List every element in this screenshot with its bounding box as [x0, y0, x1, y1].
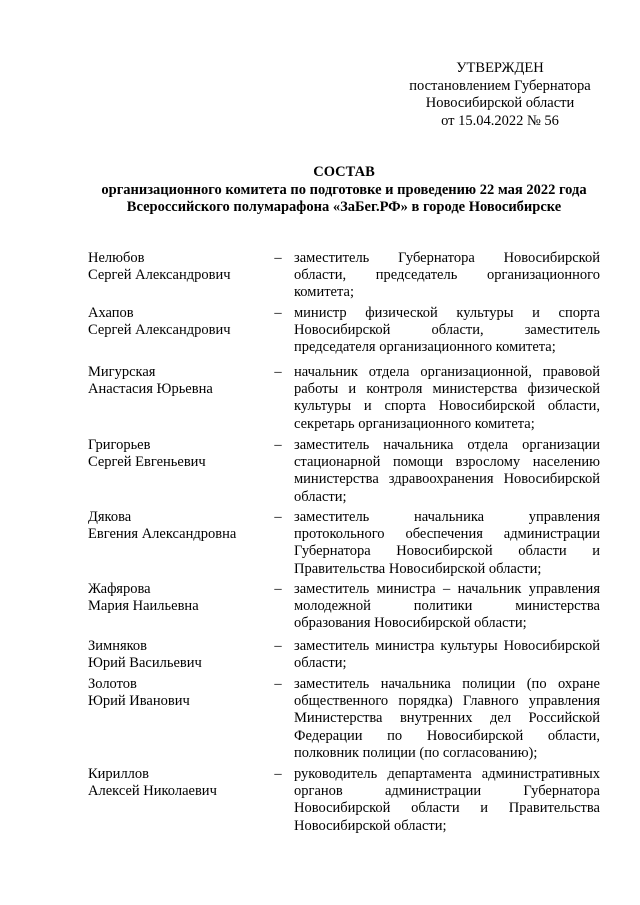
approval-date-number: от 15.04.2022 № 56 — [441, 112, 559, 129]
member-role: заместитель министра культуры Новосибирской области; — [294, 638, 600, 672]
member-name — [88, 766, 262, 838]
member-row — [88, 509, 600, 581]
document-title — [60, 164, 628, 217]
member-role: заместитель начальника отдела организации стационарной помощи взрослому населению министерства здравоохранения Новосибирской области; — [294, 437, 600, 505]
member-surname: Жафярова — [88, 581, 151, 597]
member-surname: Кириллов — [88, 766, 150, 782]
member-surname: Мигурская — [88, 364, 156, 380]
title-line: Всероссийского полумарафона «ЗаБег.РФ» в городе Новосибирске — [126, 199, 562, 216]
member-given-name: Анастасия Юрьевна — [88, 381, 213, 398]
member-name — [88, 581, 262, 638]
member-row — [88, 766, 600, 838]
members-list — [88, 250, 600, 838]
member-name — [88, 437, 262, 509]
member-row — [88, 581, 600, 638]
member-given-name: Алексей Николаевич — [88, 783, 217, 800]
member-dash: – — [274, 364, 282, 380]
member-role: заместитель Губернатора Новосибирской области, председатель организационного комитета; — [294, 250, 600, 301]
member-row — [88, 676, 600, 766]
member-name — [88, 676, 262, 766]
member-row — [88, 250, 600, 305]
approval-stamp — [380, 60, 620, 130]
member-surname: Зимняков — [88, 638, 148, 654]
member-dash: – — [274, 509, 282, 525]
member-given-name: Юрий Васильевич — [88, 655, 202, 672]
approval-line: Новосибирской области — [425, 95, 575, 111]
member-surname: Нелюбов — [88, 250, 145, 266]
member-role: заместитель начальника управления протокольного обеспечения администрации Губернатора Новосибирской области и Правительства Новосибирской области; — [294, 509, 600, 577]
approval-heading: УТВЕРЖДЕН — [456, 60, 544, 76]
member-given-name: Мария Наильевна — [88, 598, 199, 615]
member-surname: Ахапов — [88, 305, 134, 321]
title-line: организационного комитета по подготовке и проведению 22 мая 2022 года — [101, 182, 587, 199]
member-name — [88, 638, 262, 676]
member-row — [88, 305, 600, 364]
member-dash: – — [274, 638, 282, 654]
member-row — [88, 364, 600, 437]
member-dash: – — [274, 676, 282, 692]
member-surname: Золотов — [88, 676, 137, 692]
member-dash: – — [274, 250, 282, 266]
member-row — [88, 638, 600, 676]
member-surname: Дякова — [88, 509, 132, 525]
member-name — [88, 305, 262, 364]
member-dash: – — [274, 305, 282, 321]
member-dash: – — [274, 437, 282, 453]
title-main: СОСТАВ — [313, 164, 375, 180]
member-role: руководитель департамента административных органов администрации Губернатора Новосибирской области и Правительства Новосибирской области; — [294, 766, 600, 834]
member-given-name: Сергей Александрович — [88, 322, 231, 339]
approval-line: постановлением Губернатора — [409, 77, 591, 94]
member-dash: – — [274, 581, 282, 597]
member-name — [88, 509, 262, 581]
member-role: начальник отдела организационной, правовой работы и контроля министерства физической культуры и спорта Новосибирской области, секретарь организационного комитета; — [294, 364, 600, 432]
member-name — [88, 250, 262, 305]
member-given-name: Сергей Александрович — [88, 267, 231, 284]
member-given-name: Евгения Александровна — [88, 526, 237, 543]
member-surname: Григорьев — [88, 437, 151, 453]
member-name — [88, 364, 262, 437]
member-dash: – — [274, 766, 282, 782]
member-role: министр физической культуры и спорта Новосибирской области, заместитель председателя организационного комитета; — [294, 305, 600, 356]
member-given-name: Сергей Евгеньевич — [88, 454, 206, 471]
member-role: заместитель министра – начальник управления молодежной политики министерства образования Новосибирской области; — [294, 581, 600, 632]
member-given-name: Юрий Иванович — [88, 693, 190, 710]
member-row — [88, 437, 600, 509]
member-role: заместитель начальника полиции (по охране общественного порядка) Главного управления Министерства внутренних дел Российской Федерации по Новосибирской области, полковник полиции (по согласованию); — [294, 676, 600, 761]
